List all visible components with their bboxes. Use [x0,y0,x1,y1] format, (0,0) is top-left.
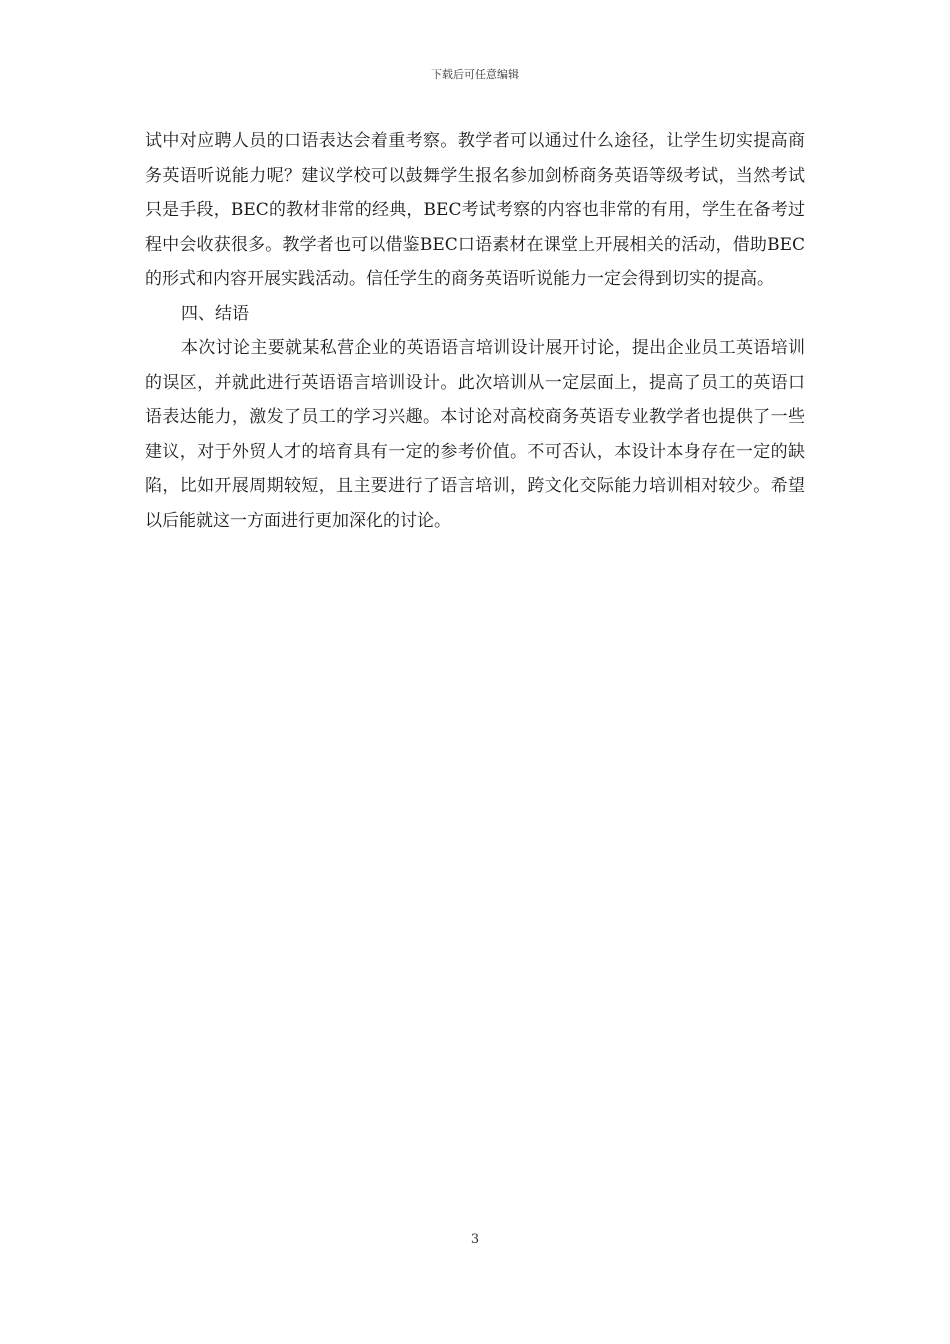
paragraph-conclusion: 本次讨论主要就某私营企业的英语语言培训设计展开讨论，提出企业员工英语培训的误区，并就此进行英语语言培训设计。此次培训从一定层面上，提高了员工的英语口语表达能力，激发了员工的学习兴趣。本讨论对高校商务英语专业教学者也提供了一些建议，对于外贸人才的培育具有一定的参考价值。不可否认，本设计本身存在一定的缺陷，比如开展周期较短，且主要进行了语言培训，跨文化交际能力培训相对较少。希望以后能就这一方面进行更加深化的讨论。 [145,338,805,531]
document-body [145,124,805,538]
page-number: 3 [470,1232,480,1247]
section-heading: 四、结语 [181,303,249,324]
page-header: 下载后可任意编辑 [431,68,519,81]
paragraph-continued: 试中对应聘人员的口语表达会着重考察。教学者可以通过什么途径，让学生切实提高商务英语听说能力呢？建议学校可以鼓舞学生报名参加剑桥商务英语等级考试，当然考试只是手段，BEC的教材非常的经典，BEC考试考察的内容也非常的有用，学生在备考过程中会收获很多。教学者也可以借鉴BEC口语素材在课堂上开展相关的活动，借助BEC的形式和内容开展实践活动。信任学生的商务英语听说能力一定会得到切实的提高。 [145,131,805,289]
